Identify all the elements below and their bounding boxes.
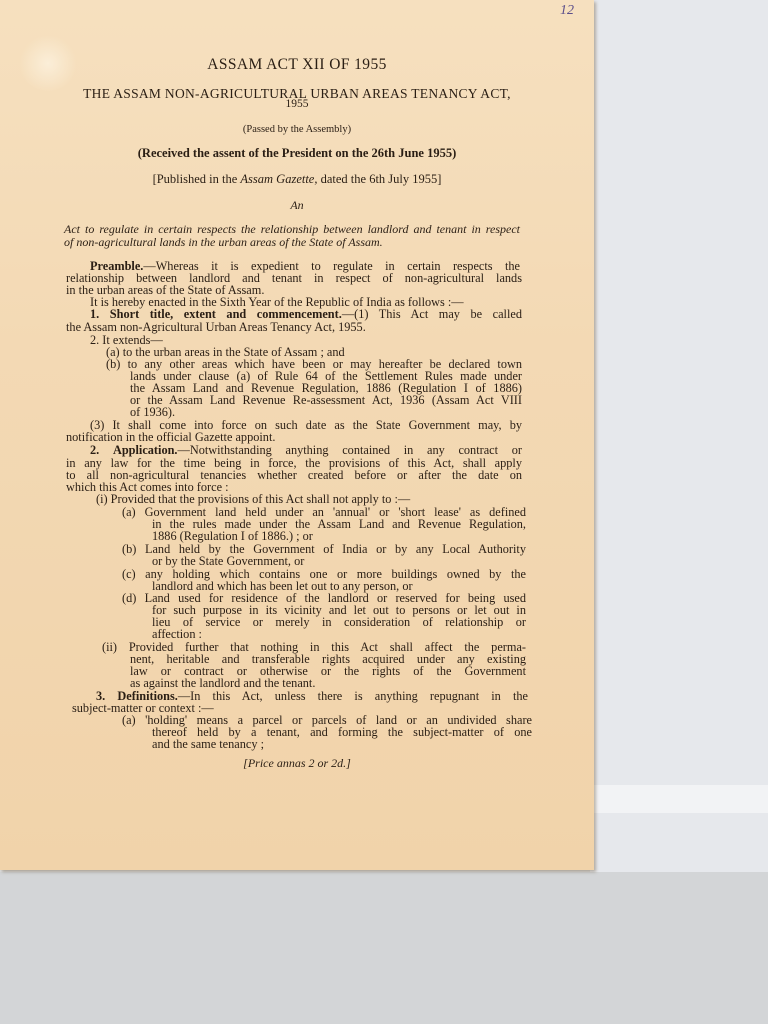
section-1-line-2: the Assam non-Agricultural Urban Areas Tenancy Act, 1955. [66, 320, 366, 334]
section-1-clause-b-3: the Assam Land and Revenue Regulation, 1886 (Regulation I of 1886) [130, 381, 522, 395]
section-2-clause-d-2: for such purpose in its vicinity and let out to persons or let out in [152, 603, 526, 617]
section-1-clause-a: (a) to the urban areas in the State of Assam ; and [106, 345, 345, 359]
preamble-line-1: Preamble.—Whereas it is expedient to regulate in certain respects the [90, 259, 520, 273]
price-note: [Price annas 2 or 2d.] [243, 756, 351, 770]
background-right [590, 0, 768, 1024]
section-2-clause-a-2: in the rules made under the Assam Land and Revenue Regulation, [152, 517, 526, 531]
act-number: ASSAM ACT XII OF 1955 [207, 56, 387, 73]
section-3-clause-a-3: and the same tenancy ; [152, 737, 264, 751]
section-1-heading: 1. Short title, extent and commencement.—(1) This Act may be called [90, 307, 522, 321]
preamble-line-3: in the urban areas of the State of Assam. [66, 283, 265, 297]
section-1-clause-b-5: of 1936). [130, 405, 176, 419]
passed-note: (Passed by the Assembly) [242, 124, 352, 135]
act-title: THE ASSAM NON-AGRICULTURAL URBAN AREAS TENANCY ACT, [83, 86, 511, 101]
background-bottom [0, 872, 768, 1024]
section-2-clause-a-1: (a) Government land held under an 'annual' or 'short lease' as defined [122, 505, 526, 519]
an-label: An [290, 198, 304, 212]
section-2-clause-a-3: 1886 (Regulation I of 1886.) ; or [152, 529, 313, 543]
section-1-clause-b-1: (b) to any other areas which have been or may hereafter be declared town [106, 357, 522, 371]
section-2-line-4: which this Act comes into force : [66, 480, 229, 494]
section-2-proviso-2-line-2: nent, heritable and transferable rights acquired under any existing [130, 652, 526, 666]
section-2-clause-b-1: (b) Land held by the Government of India or by any Local Authority [122, 542, 526, 556]
section-1-sub-3-line-1: (3) It shall come into force on such date as the State Government may, by [90, 418, 522, 432]
section-2-clause-d-4: affection : [152, 627, 202, 641]
section-2-proviso-2-line-1: (ii) Provided further that nothing in this Act shall affect the perma- [102, 640, 526, 654]
section-3-line-2: subject-matter or context :— [72, 701, 214, 715]
section-1-clause-b-2: lands under clause (a) of Rule 64 of the Settlement Rules made under [130, 369, 522, 383]
section-2-clause-b-2: or by the State Government, or [152, 554, 305, 568]
page-number: 12 [560, 3, 574, 18]
long-title-line-1: Act to regulate in certain respects the relationship between landlord and tenant in respect [64, 222, 520, 236]
section-2-line-2: in any law for the time being in force, the provisions of this Act, shall apply [66, 456, 522, 470]
section-2-proviso-2-line-4: as against the landlord and the tenant. [130, 676, 316, 690]
section-3-clause-a-2: thereof held by a tenant, and forming the subject-matter of one [152, 725, 532, 739]
section-1-sub-3-line-2: notification in the official Gazette appoint. [66, 430, 276, 444]
section-2-clause-c-1: (c) any holding which contains one or more buildings owned by the [122, 567, 526, 581]
long-title-line-2: of non-agricultural lands in the urban areas of the State of Assam. [64, 235, 383, 249]
section-2-proviso-1: (i) Provided that the provisions of this Act shall not apply to :— [96, 492, 411, 506]
section-2-clause-d-3: lieu of service or merely in consideration of relationship or [152, 615, 526, 629]
section-2-clause-c-2: landlord and which has been let out to any person, or [152, 579, 413, 593]
section-3-clause-a-1: (a) 'holding' means a parcel or parcels of land or an undivided share [122, 713, 532, 727]
preamble-enacting-clause: It is hereby enacted in the Sixth Year of the Republic of India as follows :— [90, 295, 464, 309]
section-2-proviso-2-line-3: law or contract or otherwise or the rights of the Government [130, 664, 526, 678]
background-right-strip [594, 785, 768, 813]
section-2-line-3: to all non-agricultural tenancies whether created before or after the date on [66, 468, 522, 482]
publication-note: [Published in the Assam Gazette, dated the 6th July 1955] [152, 172, 442, 186]
section-3-heading: 3. Definitions.—In this Act, unless there is anything repugnant in the [96, 689, 528, 703]
preamble-line-2: relationship between landlord and tenant in respect of non-agricultural lands [66, 271, 522, 285]
section-1-sub-2: 2. It extends— [90, 333, 163, 347]
assent-note: (Received the assent of the President on the 26th June 1955) [137, 146, 457, 160]
section-2-clause-d-1: (d) Land used for residence of the landlord or reserved for being used [122, 591, 526, 605]
section-2-heading: 2. Application.—Notwithstanding anything contained in any contract or [90, 443, 522, 457]
act-title-year: 1955 [285, 98, 309, 110]
section-1-clause-b-4: or the Assam Land Revenue Re-assessment Act, 1936 (Assam Act VIII [130, 393, 522, 407]
